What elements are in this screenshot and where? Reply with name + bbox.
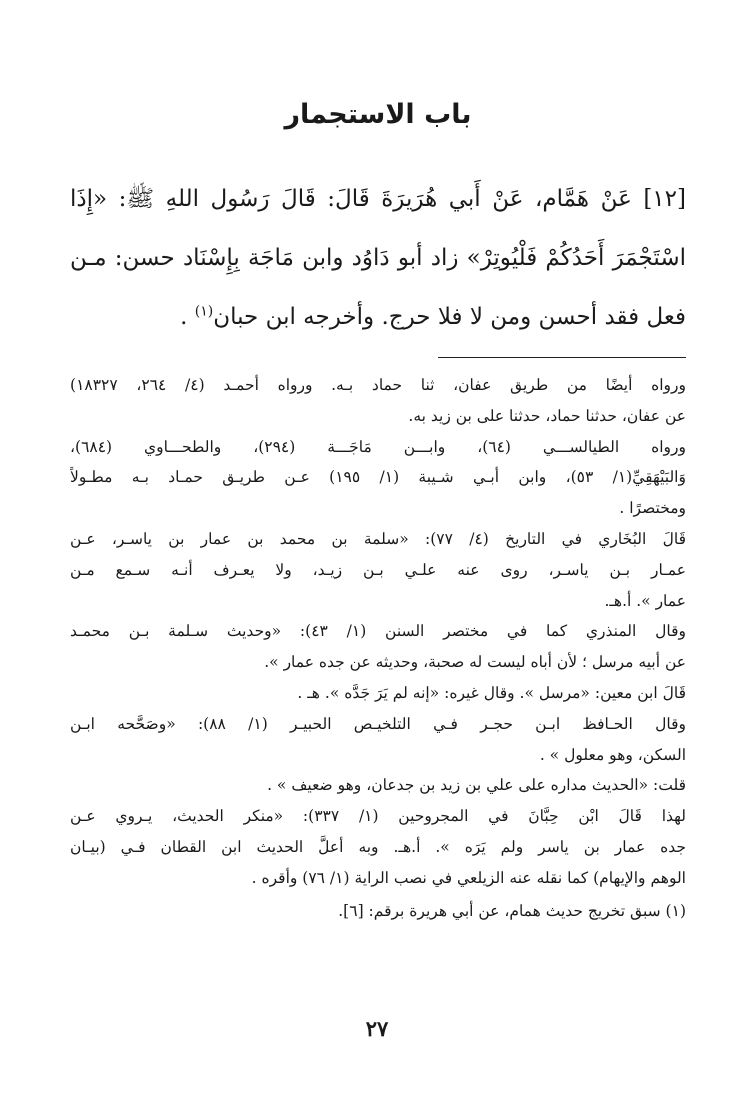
note-line: وَالبَيْهَقِيِّ(١/ ٥٣)، وابن أبـي شـيبة (١/ ١٩٥) عـن طريـق حمـاد بـه مطـولاً [70, 468, 686, 487]
note-line: لهذا قَالَ ابْن حِبَّانَ في المجروحين (١/ ٣٣٧): «منكر الحديث، يـروي عـن [70, 807, 686, 826]
footnote-separator [438, 357, 686, 358]
hadith-line: اسْتَجْمَرَ أَحَدُكُمْ فَلْيُوتِرْ» زاد أبو دَاوُد وابن مَاجَة بِإِسْنَاد حسن: مـن [70, 245, 686, 271]
note-line: الوهم والإيهام) كما نقله عنه الزيلعي في نصب الراية (١/ ٧٦) وأقره . [251, 868, 686, 887]
note-line: جده عمار بن ياسر ولم يَرَه ». أ.هـ. وبه أعلَّ الحديث ابن القطان فـي (بيـان [70, 837, 686, 856]
note-line: عن أبيه مرسل ؛ لأن أباه ليست له صحبة، وحديثه عن جده عمار ». [264, 653, 686, 672]
note-line: قَالَ البُخَاري في التاريخ (٤/ ٧٧): «سلمة بن محمد بن عمار بن ياسـر، عـن [70, 529, 686, 548]
note-line: السكن، وهو معلول » . [539, 745, 686, 764]
page-number: ٢٧ [365, 1016, 389, 1041]
hadith-text [70, 170, 686, 347]
notes-section [70, 370, 686, 926]
note-line: وقال الحـافظ ابـن حجـر فـي التلخيـص الحبيـر (١/ ٨٨): «وصَحَّحه ابـن [70, 714, 686, 733]
footnote-marker: (١) [194, 303, 214, 320]
chapter-title: باب الاستجمار [284, 99, 472, 130]
hadith-last-line-text: فعل فقد أحسن ومن لا فلا حرج. وأخرجه ابن حبان [213, 304, 686, 330]
note-line: ورواه الطيالســـي (٦٤)، وابـــن مَاجَـــة (٢٩٤)، والطحـــاوي (٦٨٤)، [70, 437, 686, 456]
hadith-line [70, 288, 686, 347]
hadith-line: [١٢] عَنْ هَمَّام، عَنْ أَبي هُرَيرَةَ قَالَ: قَالَ رَسُول اللهِ ﷺ: «إِذَا [70, 186, 686, 212]
note-line: عمار ». أ.هـ. [604, 591, 686, 610]
hadith-end-mark: . [180, 304, 195, 330]
note-line: ومختصرًا . [619, 499, 686, 518]
note-line: عن عفان، حدثنا حماد، حدثنا على بن زيد به. [408, 406, 686, 425]
note-line: قَالَ ابن معين: «مرسل ». وقال غيره: «إنه لم يَرَ جَدَّه ». هـ . [297, 683, 686, 702]
note-line: وقال المنذري كما في مختصر السنن (١/ ٤٣): «وحديث سـلمة بـن محمـد [70, 622, 686, 641]
note-line: قلت: «الحديث مداره على علي بن زيد بن جدعان، وهو ضعيف » . [267, 776, 686, 795]
note-line: ورواه أيضًا من طريق عفان، ثنا حماد بـه. ورواه أحمـد (٤/ ٢٦٤، ١٨٣٢٧) [70, 376, 686, 394]
note-line: عمـار بـن ياسـر، روى عنه علـي بـن زيـد، ولا يعـرف أنـه سـمع مـن [70, 560, 686, 579]
footnote: (١) سبق تخريج حديث همام، عن أبي هريرة برقم: [٦]. [338, 901, 686, 920]
